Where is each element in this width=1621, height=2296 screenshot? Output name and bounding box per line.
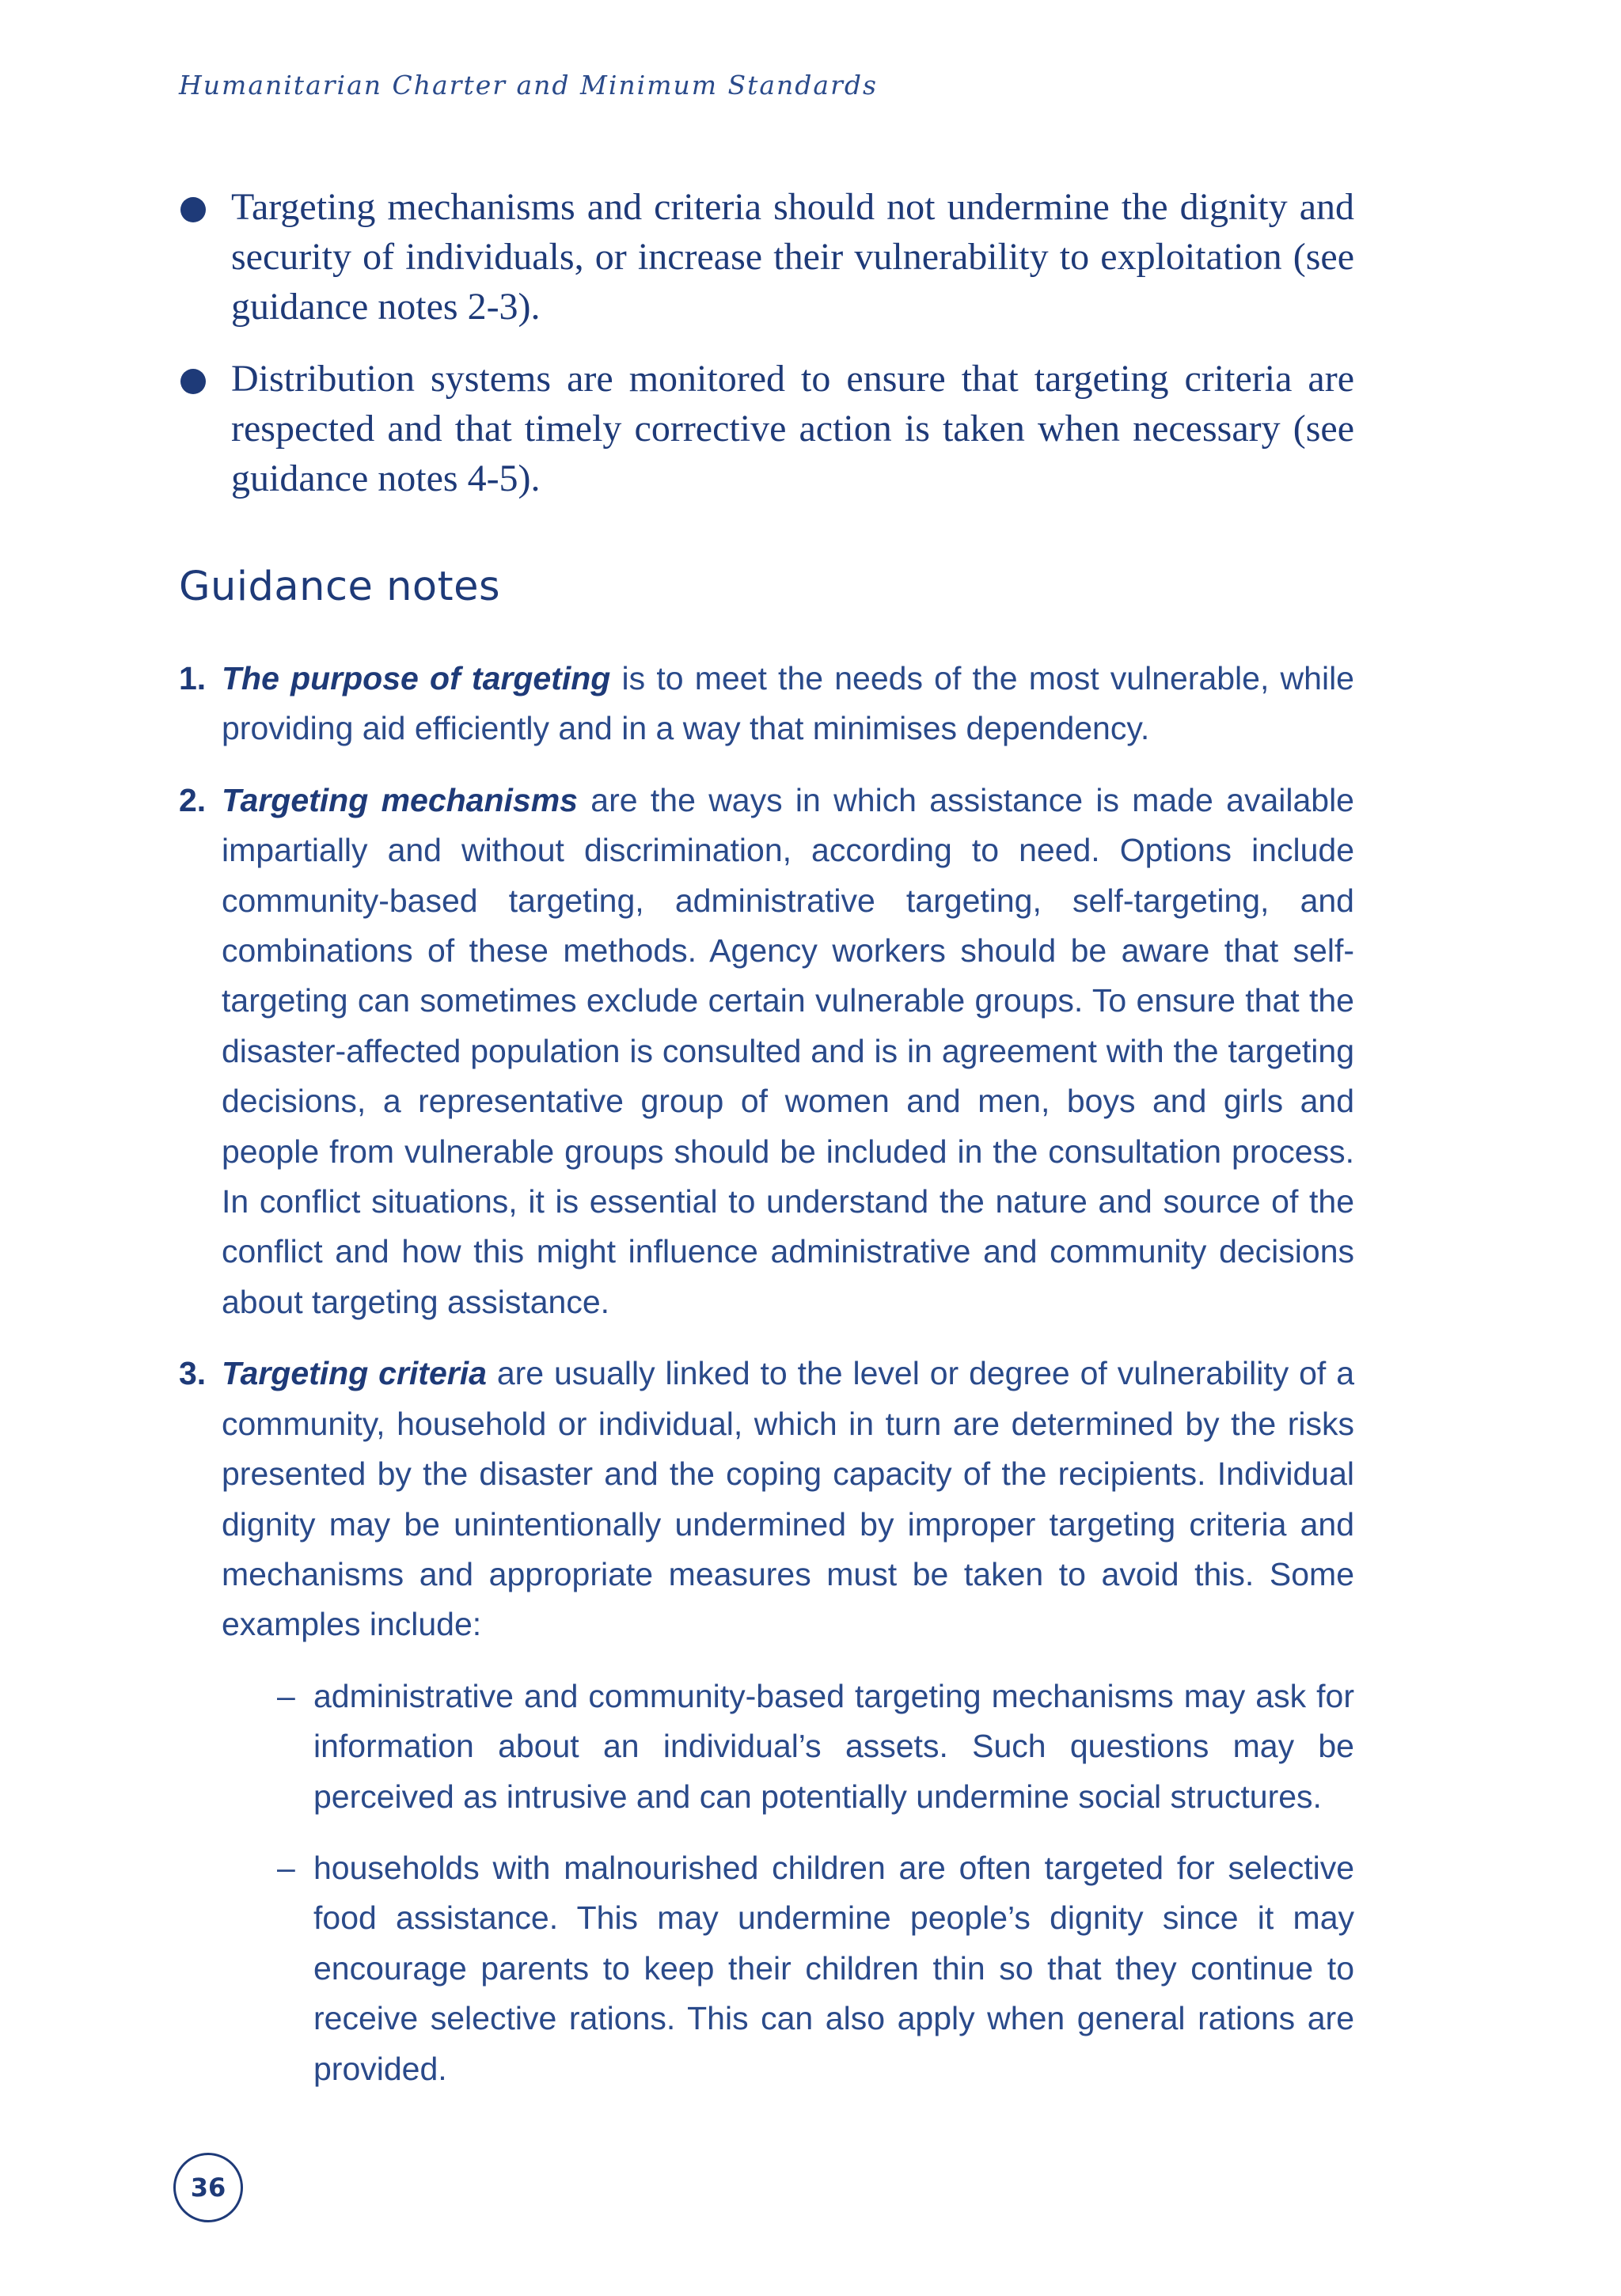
note-title: Targeting criteria bbox=[222, 1355, 487, 1392]
indicator-text: Distribution systems are monitored to ensure that targeting criteria are respected and that timely corrective action is taken when necessary (see guidance notes 4-5). bbox=[231, 358, 1354, 499]
example-text: administrative and community-based targeting mechanisms may ask for information about an individual’s assets. Such questions may be perceived as intrusive and can potentially undermine social structures. bbox=[313, 1677, 1354, 1815]
guidance-note bbox=[179, 654, 1354, 754]
indicator-item bbox=[179, 354, 1354, 503]
example-item bbox=[277, 1843, 1354, 2094]
indicator-list bbox=[179, 182, 1354, 526]
dash-marker: – bbox=[277, 1849, 295, 1886]
note-number: 2. bbox=[179, 781, 207, 818]
guidance-note bbox=[179, 1349, 1354, 2094]
note-title: The purpose of targeting bbox=[222, 660, 611, 696]
bullet-icon bbox=[180, 369, 206, 394]
guidance-notes-list bbox=[179, 654, 1354, 2116]
note-text: is to meet the needs of the most vulnerable, while providing aid efficiently and in a way that minimises dependency. bbox=[222, 660, 1354, 747]
note-number: 1. bbox=[179, 660, 207, 696]
note-text: are the ways in which assistance is made available impartially and without discrimination, according to need. Options include community-based targeting, administrative targeting, self-targeting, and combinations of these methods. Agency workers should be aware that self-targeting can sometimes exclude certain vulnerable groups. To ensure that the disaster-affected population is consulted and is in agreement with the targeting decisions, a representative group of women and men, boys and girls and people from vulnerable groups should be included in the consultation process. In conflict situations, it is essential to understand the nature and source of the conflict and how this might influence administrative and community decisions about targeting assistance. bbox=[222, 781, 1354, 1320]
bullet-icon bbox=[180, 197, 206, 222]
example-item bbox=[277, 1672, 1354, 1822]
dash-marker: – bbox=[277, 1677, 295, 1714]
guidance-notes-heading: Guidance notes bbox=[179, 564, 501, 610]
page-number: 36 bbox=[173, 2153, 243, 2222]
guidance-note bbox=[179, 776, 1354, 1327]
note-title: Targeting mechanisms bbox=[222, 781, 578, 818]
note-text: are usually linked to the level or degree of vulnerability of a community, household or individual, which in turn are determined by the risks presented by the disaster and the coping capacity of the recipients. Individual dignity may be unintentionally undermined by improper targeting criteria and mechanisms and appropriate measures must be taken to avoid this. Some examples include: bbox=[222, 1355, 1355, 1643]
example-list bbox=[222, 1672, 1354, 2094]
example-text: households with malnourished children are often targeted for selective food assistance. This may undermine people’s dignity since it may encourage parents to keep their children thin so that they continue to receive selective rations. This can also apply when general rations are provided. bbox=[313, 1849, 1354, 2087]
indicator-item bbox=[179, 182, 1354, 332]
running-header-title: Humanitarian Charter and Minimum Standards bbox=[179, 70, 878, 101]
note-number: 3. bbox=[179, 1355, 207, 1392]
indicator-text: Targeting mechanisms and criteria should not undermine the dignity and security of individuals, or increase their vulnerability to exploitation (see guidance notes 2-3). bbox=[231, 186, 1354, 328]
